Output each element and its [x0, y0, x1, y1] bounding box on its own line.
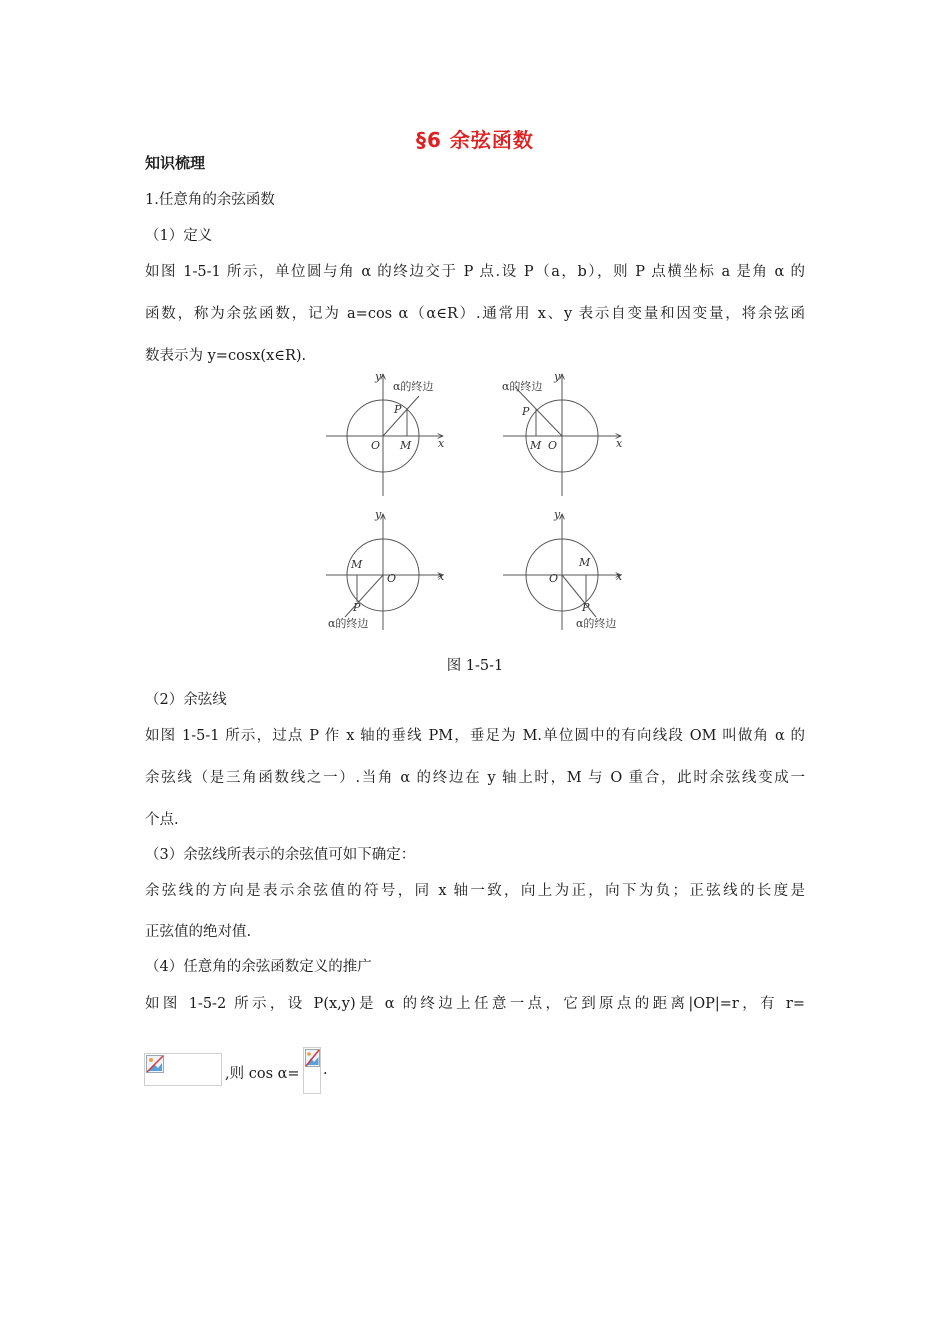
- subheading-generalization: （4）任意角的余弦函数定义的推广: [145, 959, 372, 975]
- terminal-side-label: α的终边: [576, 617, 617, 630]
- terminal-side-label: α的终边: [502, 380, 543, 393]
- paragraph-line: 正弦值的绝对值.: [145, 924, 252, 940]
- page-title: §6 余弦函数: [416, 128, 534, 152]
- unit-circle-figure: [320, 368, 640, 638]
- paragraph-line: 如图 1-5-1 所示，单位圆与角 α 的终边交于 P 点.设 P（a，b），则 P 点横坐标 a 是角 α 的: [145, 264, 805, 280]
- point-label-p: P: [582, 601, 590, 614]
- point-label-m: M: [530, 439, 542, 452]
- figure-caption: 图 1-5-1: [446, 658, 504, 674]
- paragraph-line: 数表示为 y=cosx(x∈R).: [145, 348, 307, 364]
- section-heading: 知识梳理: [145, 154, 206, 172]
- origin-label: O: [549, 572, 559, 585]
- origin-label: O: [371, 439, 381, 452]
- paragraph-line: 个点.: [145, 812, 179, 828]
- paragraph-line: 余弦线的方向是表示余弦值的符号，同 x 轴一致，向上为正，向下为负；正弦线的长度是: [145, 883, 805, 899]
- axis-label-y: y: [554, 370, 561, 383]
- paragraph-line: 函数，称为余弦函数，记为 a=cos α（α∈R）.通常用 x、y 表示自变量和因变量，将余弦函: [145, 306, 805, 322]
- formula-text: ,则 cos α=: [225, 1066, 300, 1082]
- panel-quadrant-4: [503, 514, 621, 630]
- point-label-m: M: [400, 439, 412, 452]
- subheading-cosine-line: （2）余弦线: [145, 692, 227, 708]
- axis-label-x: x: [438, 570, 445, 583]
- origin-label: O: [548, 439, 558, 452]
- axis-label-y: y: [375, 370, 382, 383]
- formula-end: .: [323, 1062, 328, 1078]
- axis-label-y: y: [554, 508, 561, 521]
- paragraph-line: 如图 1-5-2 所示，设 P(x,y)是 α 的终边上任意一点，它到原点的距离|OP|=r，有 r=: [145, 996, 805, 1012]
- origin-label: O: [387, 572, 397, 585]
- section-1-title: 1.任意角的余弦函数: [145, 192, 275, 208]
- terminal-side-label: α的终边: [328, 617, 369, 630]
- terminal-side-label: α的终边: [393, 380, 434, 393]
- point-label-p: P: [394, 403, 402, 416]
- axis-label-x: x: [616, 437, 623, 450]
- panel-quadrant-3: [326, 514, 443, 630]
- point-label-p: P: [522, 405, 530, 418]
- paragraph-line: 如图 1-5-1 所示，过点 P 作 x 轴的垂线 PM，垂足为 M.单位圆中的有向线段 OM 叫做角 α 的: [145, 728, 805, 744]
- point-label-m: M: [579, 556, 591, 569]
- formula-image-placeholder: [144, 1053, 222, 1086]
- point-label-m: M: [351, 558, 363, 571]
- axis-label-y: y: [375, 508, 382, 521]
- paragraph-line: 余弦线（是三角函数线之一）.当角 α 的终边在 y 轴上时，M 与 O 重合，此时余弦线变成一: [145, 770, 805, 786]
- point-label-p: P: [353, 601, 361, 614]
- subheading-definition: （1）定义: [145, 228, 213, 244]
- axis-label-x: x: [616, 570, 623, 583]
- broken-image-icon: [146, 1055, 164, 1073]
- subheading-cosine-value: （3）余弦线所表示的余弦值可如下确定：: [145, 847, 416, 863]
- formula-image-placeholder: [303, 1047, 321, 1094]
- axis-label-x: x: [438, 437, 445, 450]
- broken-image-icon: [305, 1049, 320, 1067]
